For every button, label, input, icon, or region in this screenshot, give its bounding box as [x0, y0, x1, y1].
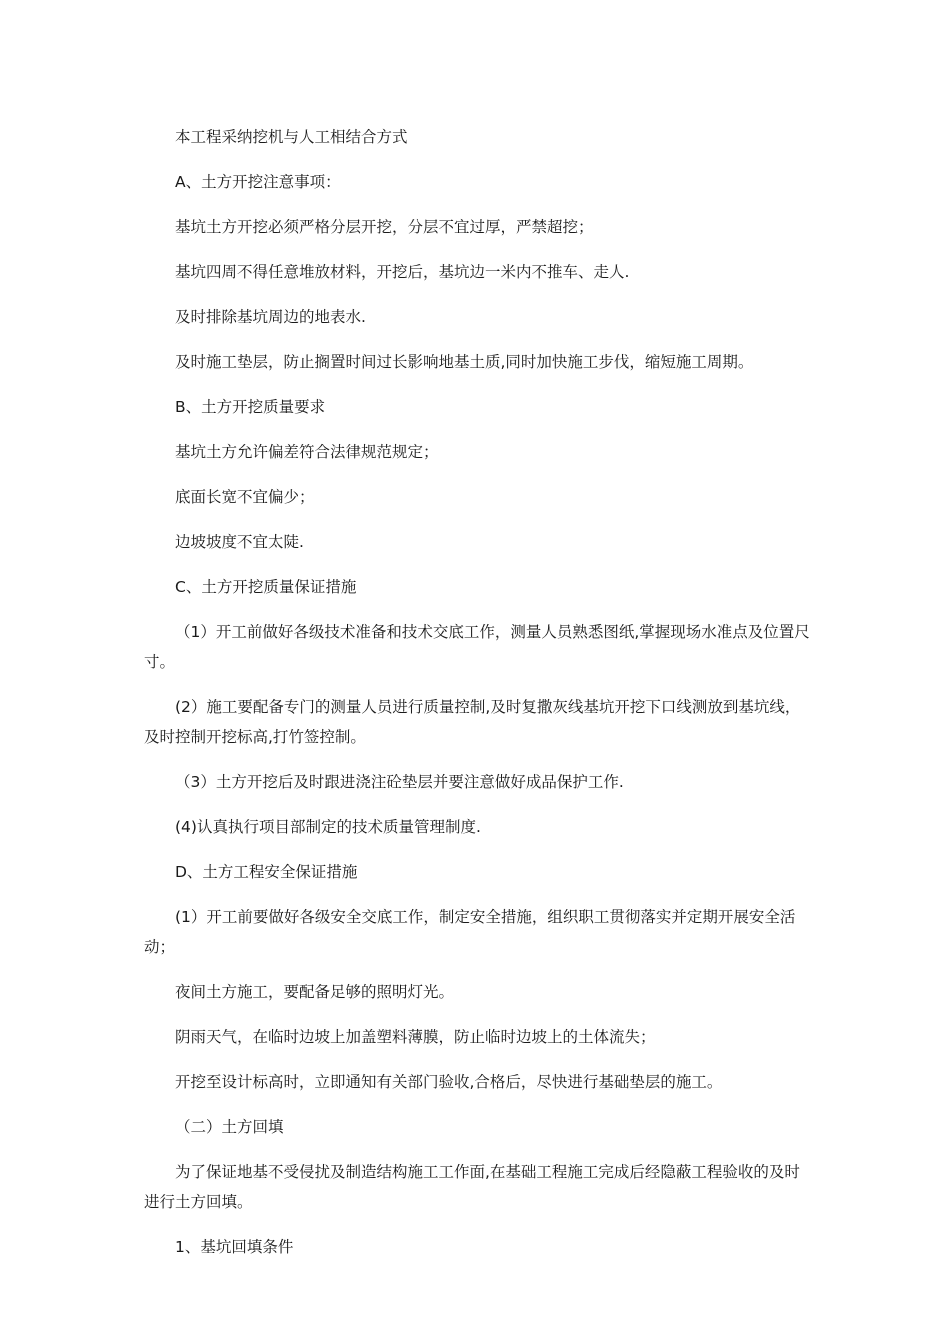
- subsection-heading: 1、基坑回填条件: [175, 1238, 294, 1256]
- paragraph-item: (2）施工要配备专门的测量人员进行质量控制,及时复撒灰线基坑开挖下口线测放到基坑线，及时控制开挖标高,打竹签控制。: [144, 698, 801, 746]
- paragraph-item: 基坑四周不得任意堆放材料，开挖后，基坑边一米内不推车、走人.: [175, 263, 630, 281]
- paragraph-item: 底面长宽不宜偏少；: [175, 488, 315, 506]
- paragraph-item: (4)认真执行项目部制定的技术质量管理制度.: [175, 818, 481, 836]
- document-body: [144, 122, 810, 1277]
- paragraph-item: 及时排除基坑周边的地表水.: [175, 308, 366, 326]
- paragraph-method: 本工程采纳挖机与人工相结合方式: [175, 128, 408, 146]
- paragraph-item: 基坑土方允许偏差符合法律规范规定；: [175, 443, 439, 461]
- paragraph-item: 基坑土方开挖必须严格分层开挖，分层不宜过厚，严禁超挖；: [175, 218, 594, 236]
- paragraph-item: 边坡坡度不宜太陡.: [175, 533, 304, 551]
- section-heading-c: C、土方开挖质量保证措施: [175, 578, 357, 596]
- paragraph-item: 开挖至设计标高时，立即通知有关部门验收,合格后，尽快进行基础垫层的施工。: [175, 1073, 723, 1091]
- section-heading-a: A、土方开挖注意事项：: [175, 173, 341, 191]
- paragraph-item: 阴雨天气，在临时边坡上加盖塑料薄膜，防止临时边坡上的土体流失；: [175, 1028, 656, 1046]
- paragraph-item: 为了保证地基不受侵扰及制造结构施工工作面,在基础工程施工完成后经隐蔽工程验收的及时进行土方回填。: [144, 1163, 800, 1211]
- section-heading-b: B、土方开挖质量要求: [175, 398, 326, 416]
- section-heading-d: D、土方工程安全保证措施: [175, 863, 358, 881]
- paragraph-item: 及时施工垫层，防止搁置时间过长影响地基土质,同时加快施工步伐，缩短施工周期。: [175, 353, 754, 371]
- section-heading-backfill: （二）土方回填: [175, 1118, 284, 1136]
- paragraph-item: (1）开工前要做好各级安全交底工作，制定安全措施，组织职工贯彻落实并定期开展安全活动；: [144, 908, 796, 956]
- paragraph-item: 夜间土方施工，要配备足够的照明灯光。: [175, 983, 455, 1001]
- paragraph-item: （3）土方开挖后及时跟进浇注砼垫层并要注意做好成品保护工作.: [175, 773, 624, 791]
- paragraph-item: （1）开工前做好各级技术准备和技术交底工作，测量人员熟悉图纸,掌握现场水准点及位置尺寸。: [144, 623, 810, 671]
